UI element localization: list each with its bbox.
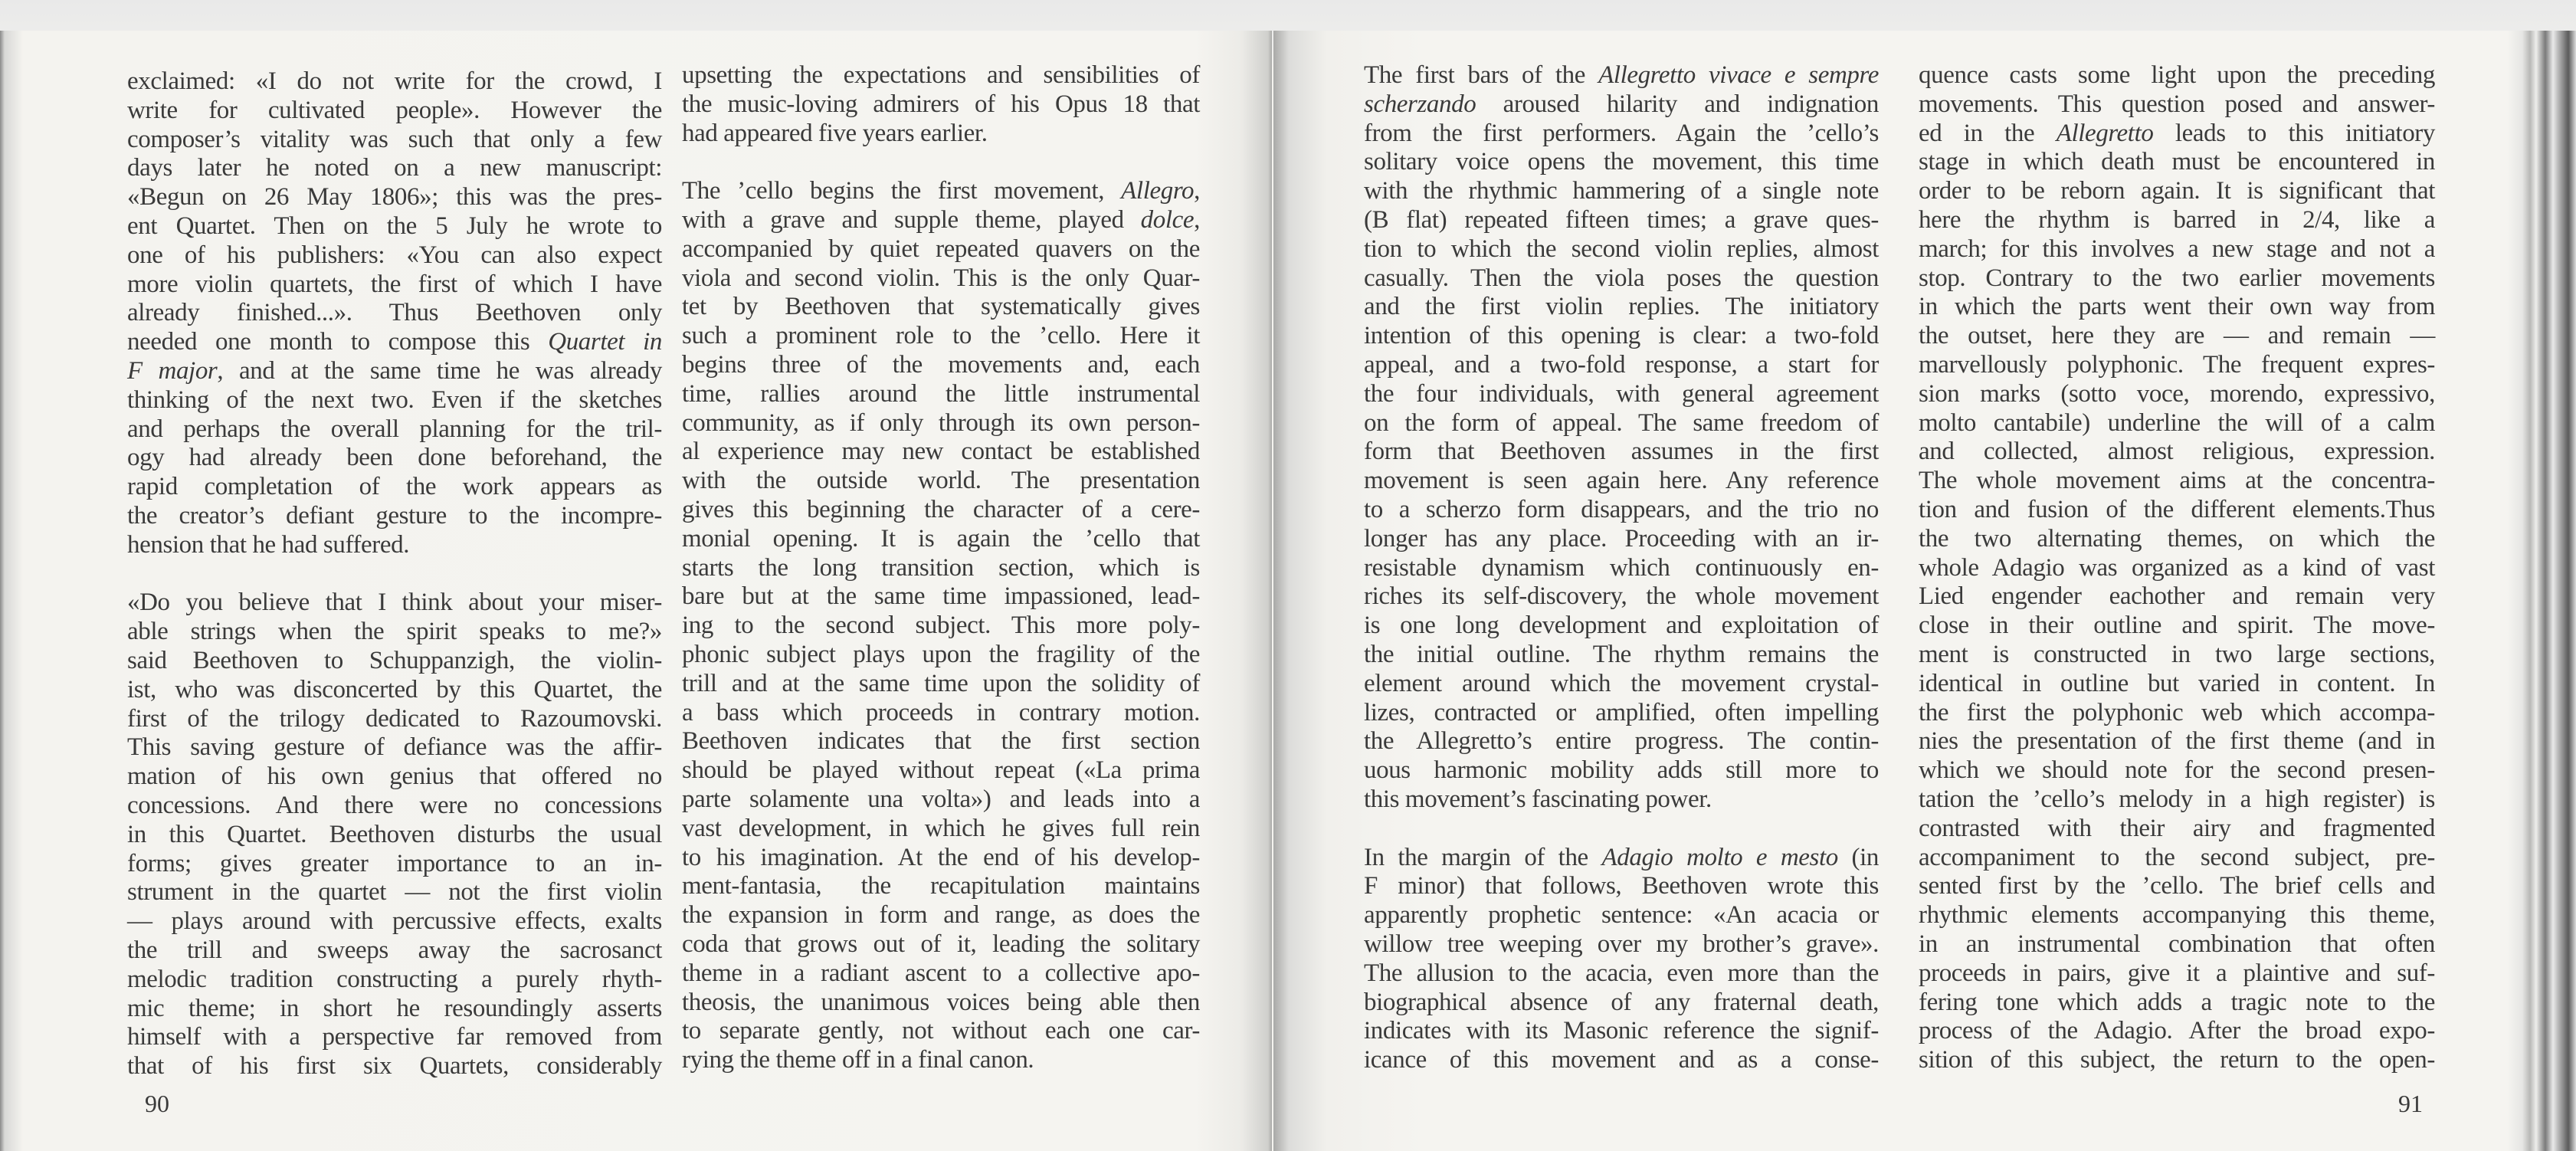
text-line: which we should note for the second presen- [1919, 756, 2435, 785]
text-line: in an instrumental combination that often [1919, 930, 2435, 958]
text-line: — plays around with percussive effects, exalts [127, 907, 662, 936]
text-line: to a scherzo form disappears, and the trio no [1364, 495, 1879, 523]
text-line: the creator’s defiant gesture to the incompre- [127, 501, 662, 530]
text-line: the music-loving admirers of his Opus 18 that [682, 90, 1200, 118]
italic-title: Quartet in [548, 328, 662, 356]
text-line: F minor) that follows, Beethoven wrote this [1364, 872, 1879, 900]
text-line: rapid completation of the work appears as [127, 473, 662, 501]
text-line: the Allegretto’s entire progress. The contin- [1364, 727, 1879, 756]
text-line: gives this beginning the character of a cere- [682, 495, 1200, 523]
text-line: parte solamente una volta») and leads into a [682, 785, 1200, 813]
paragraph-break [1364, 815, 1879, 844]
text-line: in this Quartet. Beethoven disturbs the usual [127, 820, 662, 848]
text-line: that of his first six Quartets, considerably [127, 1052, 662, 1080]
text-line: theme in a radiant ascent to a collective apo- [682, 959, 1200, 987]
text-line: uous harmonic mobility adds still more to [1364, 756, 1879, 785]
text-line: viola and second violin. This is the only Quar- [682, 264, 1200, 292]
right-page-column-1 [1364, 61, 1879, 1075]
text-line: on the form of appeal. The same freedom of [1364, 408, 1879, 437]
text-line: contrasted with their airy and fragmented [1919, 814, 2435, 842]
text-line: ment-fantasia, the recapitulation maintains [682, 872, 1200, 900]
text-line: casually. Then the viola poses the question [1364, 264, 1879, 292]
text-line: form that Beethoven assumes in the first [1364, 438, 1879, 466]
text-line: with a grave and supple theme, played dolce, [682, 205, 1200, 234]
text-line: ist, who was disconcerted by this Quartet, the [127, 675, 662, 703]
text-line: apparently prophetic sentence: «An acacia or [1364, 901, 1879, 930]
text-line: with the outside world. The presentation [682, 467, 1200, 495]
text-line: ed in the Allegretto leads to this initiatory [1919, 119, 2435, 147]
text-line: Lied engender eachother and remain very [1919, 582, 2435, 611]
text-line: theosis, the unanimous voices being able then [682, 988, 1200, 1016]
text-line: tation the ’cello’s melody in a high register) is [1919, 785, 2435, 813]
text-line: F major, and at the same time he was already [127, 356, 662, 385]
text-line: had appeared five years earlier. [682, 119, 988, 147]
text-line: the expansion in form and range, as does the [682, 901, 1200, 930]
text-line: This saving gesture of defiance was the affir- [127, 733, 662, 762]
text-line: monial opening. It is again the ’cello that [682, 524, 1200, 553]
text-line: here the rhythm is barred in 2/4, like a [1919, 205, 2435, 234]
text-line: said Beethoven to Schuppanzigh, the violin- [127, 646, 662, 674]
text-line: al experience may new contact be established [682, 438, 1200, 466]
text-line: vast development, in which he gives full rein [682, 814, 1200, 842]
text-line: the four individuals, with general agreement [1364, 379, 1879, 408]
text-line: the initial outline. The rhythm remains the [1364, 640, 1879, 668]
text-line: indicates with its Masonic reference the signif- [1364, 1017, 1879, 1045]
text-line: phonic subject plays upon the fragility of the [682, 640, 1200, 668]
text-line: fering tone which adds a tragic note to the [1919, 988, 2435, 1016]
text-line: The ’cello begins the first movement, Allegro, [682, 177, 1200, 205]
text-line: accompaniment to the second subject, pre- [1919, 843, 2435, 871]
text-line: to separate gently, not without each one car- [682, 1017, 1200, 1045]
text-line: the two alternating themes, on which the [1919, 524, 2435, 553]
italic-title: Allegro [1121, 177, 1195, 205]
text-line: hension that he had suffered. [127, 530, 410, 559]
text-line: a bass which proceeds in contrary motion. [682, 698, 1200, 726]
text-line: upsetting the expectations and sensibilities of [682, 61, 1200, 89]
text-line: write for cultivated people». However the [127, 96, 662, 124]
text-line: strument in the quartet — not the first violin [127, 878, 662, 907]
text-line: The allusion to the acacia, even more than the [1364, 959, 1879, 987]
text-line: ing to the second subject. This more poly- [682, 612, 1200, 640]
text-line: ogy had already been done beforehand, the [127, 444, 662, 472]
text-line: appeal, and a two-fold response, a start for [1364, 350, 1879, 379]
text-line: himself with a perspective far removed from [127, 1023, 662, 1051]
text-line: this movement’s fascinating power. [1364, 785, 1712, 813]
text-line: first of the trilogy dedicated to Razoumovski. [127, 704, 662, 733]
text-line: in which the parts went their own way from [1919, 293, 2435, 321]
text-line: and perhaps the overall planning for the tril- [127, 415, 662, 443]
italic-title: Allegretto vivace e sempre [1598, 61, 1879, 89]
text-line: movement is seen again here. Any reference [1364, 467, 1879, 495]
text-line: starts the long transition section, which is [682, 553, 1200, 582]
text-line: rhythmic elements accompanying this theme, [1919, 901, 2435, 930]
page-number-left: 90 [145, 1090, 169, 1117]
text-line: thinking of the next two. Even if the sketches [127, 385, 662, 414]
text-line: the first the polyphonic web which accompa- [1919, 698, 2435, 726]
text-line: resistable dynamism which continuously en- [1364, 553, 1879, 582]
text-line: from the first performers. Again the ’cello’s [1364, 119, 1879, 147]
text-line: more violin quartets, the first of which I have [127, 270, 662, 298]
text-line: proceeds in pairs, give it a plaintive and suf- [1919, 959, 2435, 987]
text-line: icance of this movement and as a conse- [1364, 1046, 1879, 1074]
text-line: riches its self-discovery, the whole movement [1364, 582, 1879, 611]
text-line: community, as if only through its own person- [682, 408, 1200, 437]
text-line: one of his publishers: «You can also expect [127, 241, 662, 269]
text-line: sented first by the ’cello. The brief cells and [1919, 872, 2435, 900]
text-line: composer’s vitality was such that only a few [127, 125, 662, 153]
text-line: melodic tradition constructing a purely rhyth- [127, 965, 662, 993]
text-line: with the rhythmic hammering of a single note [1364, 177, 1879, 205]
text-line: trill and at the same time upon the solidity of [682, 669, 1200, 697]
text-line: element around which the movement crystal- [1364, 669, 1879, 697]
text-line: mic theme; in short he resoundingly asserts [127, 994, 662, 1022]
text-line: In the margin of the Adagio molto e mesto (in [1364, 843, 1879, 871]
text-line: days later he noted on a new manuscript: [127, 154, 662, 182]
text-line: «Do you believe that I think about your miser- [127, 589, 662, 617]
text-line: bare but at the same time impassioned, lead- [682, 582, 1200, 611]
text-line: The first bars of the Allegretto vivace e sempre [1364, 61, 1879, 89]
text-line: solitary voice opens the movement, this time [1364, 148, 1879, 176]
text-line: nies the presentation of the first theme (and in [1919, 727, 2435, 756]
text-line: mation of his own genius that offered no [127, 762, 662, 791]
text-line: sition of this subject, the return to the open- [1919, 1046, 2435, 1074]
text-line: close in their outline and spirit. The move- [1919, 612, 2435, 640]
text-line: concessions. And there were no concessions [127, 791, 662, 819]
text-line: ment is constructed in two large sections, [1919, 640, 2435, 668]
text-line: sion marks (sotto voce, morendo, expressivo, [1919, 379, 2435, 408]
text-line: tet by Beethoven that systematically gives [682, 293, 1200, 321]
text-line: biographical absence of any fraternal death, [1364, 988, 1879, 1016]
text-line: and collected, almost religious, expression. [1919, 438, 2435, 466]
text-line: should be played without repeat («La prima [682, 756, 1200, 785]
text-line: coda that grows out of it, leading the solitary [682, 930, 1200, 958]
text-line: stage in which death must be encountered in [1919, 148, 2435, 176]
text-line: willow tree weeping over my brother’s grave». [1364, 930, 1879, 958]
text-line: (B flat) repeated fifteen times; a grave ques- [1364, 205, 1879, 234]
text-line: «Begun on 26 May 1806»; this was the pres- [127, 183, 662, 212]
text-line: such a prominent role to the ’cello. Here it [682, 322, 1200, 350]
italic-title: dolce [1140, 205, 1195, 234]
text-line: tion to which the second violin replies, almost [1364, 234, 1879, 263]
text-line: is one long development and exploitation of [1364, 612, 1879, 640]
text-line: rying the theme off in a final canon. [682, 1046, 1034, 1074]
italic-title: Allegretto [2056, 119, 2154, 147]
text-line: forms; gives greater importance to an in- [127, 849, 662, 877]
text-line: ent Quartet. Then on the 5 July he wrote to [127, 212, 662, 240]
text-line: march; for this involves a new stage and not a [1919, 234, 2435, 263]
text-line: intention of this opening is clear: a two-fold [1364, 322, 1879, 350]
text-line: accompanied by quiet repeated quavers on the [682, 234, 1200, 263]
text-line: begins three of the movements and, each [682, 350, 1200, 379]
left-page-column-1 [127, 67, 662, 1081]
right-page-column-2 [1919, 61, 2435, 1075]
text-line: longer has any place. Proceeding with an ir- [1364, 524, 1879, 553]
text-line: scherzando aroused hilarity and indignation [1364, 90, 1879, 118]
text-line: the outset, here they are — and remain — [1919, 322, 2435, 350]
text-line: the trill and sweeps away the sacrosanct [127, 936, 662, 964]
text-line: molto cantabile) underline the will of a calm [1919, 408, 2435, 437]
left-page-column-2 [682, 61, 1200, 1075]
text-line: quence casts some light upon the preceding [1919, 61, 2435, 89]
paragraph-break [127, 560, 662, 589]
text-line: tion and fusion of the different elements.Thus [1919, 495, 2435, 523]
text-line: identical in outline but varied in content. In [1919, 669, 2435, 697]
text-line: and the first violin replies. The initiatory [1364, 293, 1879, 321]
text-line: Beethoven indicates that the first section [682, 727, 1200, 756]
text-line: process of the Adagio. After the broad expo- [1919, 1017, 2435, 1045]
text-line: to his imagination. At the end of his develop- [682, 843, 1200, 871]
paragraph-break [682, 148, 1200, 177]
text-line: marvellously polyphonic. The frequent expres- [1919, 350, 2435, 379]
page-number-right: 91 [2398, 1090, 2423, 1117]
text-line: The whole movement aims at the concentra- [1919, 467, 2435, 495]
italic-title: scherzando [1364, 90, 1476, 118]
italic-title: F major [127, 356, 218, 385]
text-line: exclaimed: «I do not write for the crowd, I [127, 67, 662, 95]
text-line: already finished...». Thus Beethoven only [127, 299, 662, 327]
italic-title: Adagio molto e mesto [1601, 843, 1838, 871]
text-line: stop. Contrary to the two earlier movements [1919, 264, 2435, 292]
text-line: whole Adagio was organized as a kind of vast [1919, 553, 2435, 582]
text-line: order to be reborn again. It is significant that [1919, 177, 2435, 205]
text-line: needed one month to compose this Quartet in [127, 328, 662, 356]
text-line: lizes, contracted or amplified, often impelling [1364, 698, 1879, 726]
text-line: able strings when the spirit speaks to me?» [127, 618, 662, 646]
text-line: movements. This question posed and answer- [1919, 90, 2435, 118]
text-line: time, rallies around the little instrumental [682, 379, 1200, 408]
